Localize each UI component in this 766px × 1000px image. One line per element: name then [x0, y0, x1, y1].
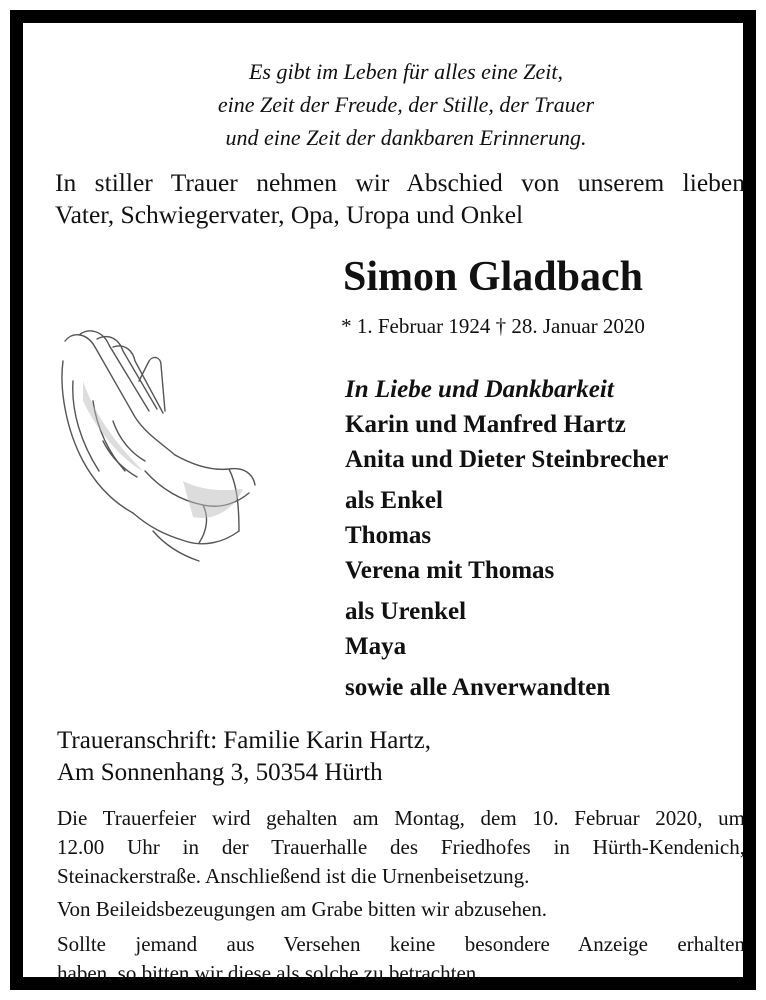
great-grandchildren-label: als Urenkel [345, 598, 467, 625]
intro-line: In stiller Trauer nehmen wir Abschied von unserem lieben [55, 168, 745, 197]
family-heading: In Liebe und Dankbarkeit [345, 376, 614, 403]
mourner-name: Karin und Manfred Hartz [345, 411, 626, 438]
mourner-name: Thomas [345, 522, 432, 549]
mourner-name: Anita und Dieter Steinbrecher [345, 446, 669, 473]
missing-notice [57, 930, 745, 988]
life-dates: * 1. Februar 1924 † 28. Januar 2020 [341, 314, 645, 338]
address-line: Traueranschrift: Familie Karin Hartz, [57, 727, 431, 754]
funeral-line: Steinackerstraße. Anschließend ist die Urnenbeisetzung. [57, 864, 530, 888]
obituary-content [53, 59, 759, 985]
mourning-address [57, 725, 747, 789]
address-line: Am Sonnenhang 3, 50354 Hürth [57, 759, 383, 786]
quote-line: und eine Zeit der dankbaren Erinnerung. [225, 125, 587, 150]
missing-notice-line: Sollte jemand aus Versehen keine besondere Anzeige erhalten [57, 932, 745, 956]
intro-text [55, 167, 745, 231]
grandchildren-label: als Enkel [345, 487, 443, 514]
relatives-line: sowie alle Anverwandten [345, 674, 611, 701]
mourners-list [345, 372, 765, 705]
quote-line: Es gibt im Leben für alles eine Zeit, [248, 59, 564, 84]
obituary-frame [10, 10, 756, 990]
mourner-name: Maya [345, 633, 407, 660]
condolence-line: Von Beileidsbezeugungen am Grabe bitten wir abzusehen. [57, 897, 548, 921]
mourner-name: Verena mit Thomas [345, 557, 555, 584]
condolence-notice [57, 895, 745, 924]
funeral-notice [57, 804, 745, 891]
funeral-line: 12.00 Uhr in der Trauerhalle des Friedhofes in Hürth-Kendenich, [57, 835, 745, 859]
praying-hands-illustration [53, 321, 263, 571]
opening-quote [53, 55, 759, 154]
quote-line: eine Zeit der Freude, der Stille, der Trauer [217, 92, 595, 117]
missing-notice-line: haben, so bitten wir diese als solche zu betrachten. [57, 961, 482, 985]
funeral-line: Die Trauerfeier wird gehalten am Montag, dem 10. Februar 2020, um [57, 806, 745, 830]
intro-line: Vater, Schwiegervater, Opa, Uropa und Onkel [55, 200, 524, 229]
deceased-name: Simon Gladbach [343, 254, 643, 300]
